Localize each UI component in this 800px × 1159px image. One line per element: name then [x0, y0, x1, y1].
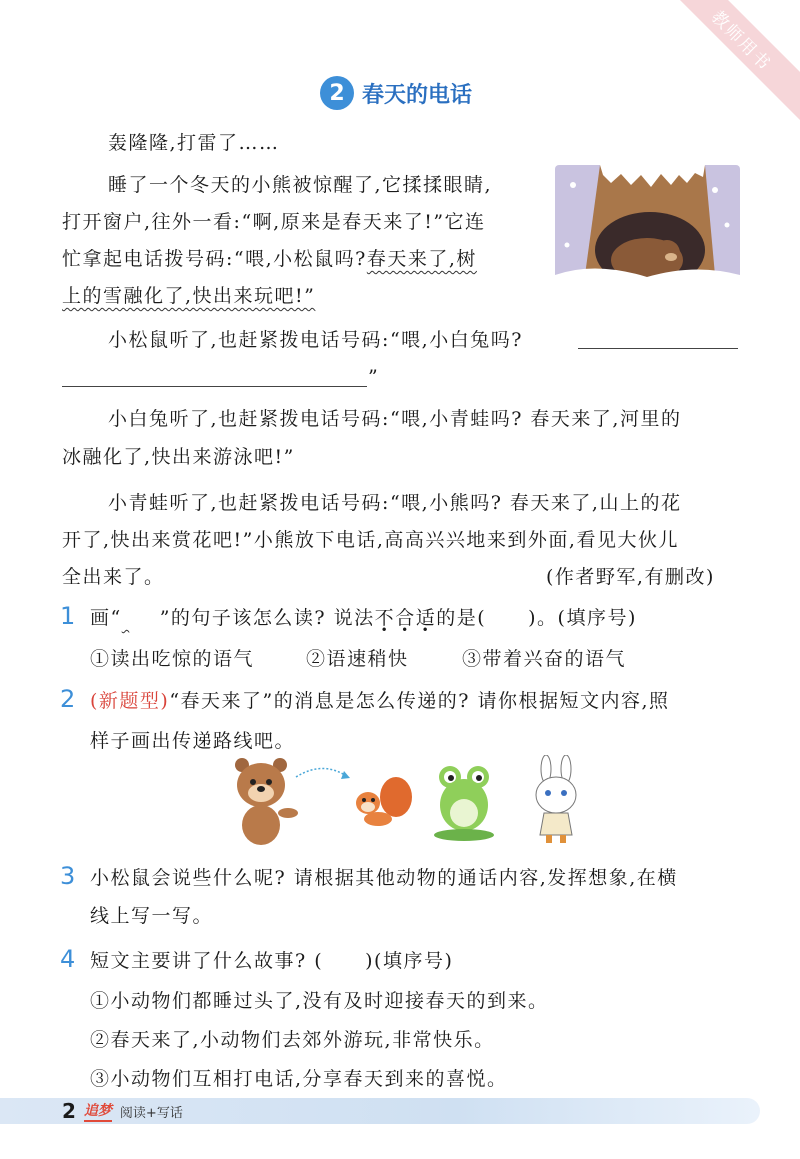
question-number: 2 — [60, 685, 76, 713]
page-number: 2 — [62, 1099, 76, 1123]
question-text: (新题型)“春天来了”的消息是怎么传递的? 请你根据短文内容,照 — [90, 690, 670, 712]
question-number: 1 — [60, 602, 76, 630]
option-item: ③小动物们互相打电话,分享春天到来的喜悦。 — [90, 1068, 508, 1090]
passage-line: 全出来了。 — [62, 566, 165, 588]
sleeping-bear-illustration — [555, 165, 740, 295]
wavy-underlined-sentence: 上的雪融化了,快出来玩吧!” — [62, 285, 316, 307]
frog-icon — [434, 766, 494, 841]
brand-logo: 追梦 — [84, 1100, 112, 1122]
passage-line: 小青蛙听了,也赶紧拨电话号码:“喂,小熊吗? 春天来了,山上的花 — [108, 492, 682, 514]
passage-line: 冰融化了,快出来游泳吧!” — [62, 446, 295, 468]
passage-text: 忙拿起电话拨号码:“喂,小松鼠吗? — [62, 248, 367, 270]
lesson-title-text: 春天的电话 — [362, 82, 473, 108]
animal-route-illustration — [228, 755, 598, 847]
question-text: 画“ ”的句子该怎么读? 说法不合适的是( )。(填序号) — [90, 607, 637, 629]
question-number: 4 — [60, 945, 76, 973]
wavy-underlined-sentence: 春天来了,树 — [366, 248, 477, 270]
passage-quote-end: ” — [368, 366, 380, 388]
option-item: ②春天来了,小动物们去郊外游玩,非常快乐。 — [90, 1029, 495, 1051]
passage-line — [62, 246, 477, 272]
option-item: ①读出吃惊的语气 — [90, 648, 255, 670]
wavy-line-sample — [122, 605, 160, 631]
bear-icon — [235, 758, 298, 845]
passage-line: 睡了一个冬天的小熊被惊醒了,它揉揉眼睛, — [108, 174, 493, 196]
emphasis-dot-char: 适 — [415, 607, 437, 629]
question-number: 3 — [60, 862, 76, 890]
series-label: 阅读+写话 — [119, 1105, 183, 1121]
option-item: ②语速稍快 — [306, 648, 409, 670]
rabbit-icon — [536, 755, 576, 843]
question-text: 小松鼠会说些什么呢? 请根据其他动物的通话内容,发挥想象,在横 — [90, 867, 678, 889]
question-text: 短文主要讲了什么故事? ( )(填序号) — [90, 950, 454, 972]
footer — [62, 1099, 183, 1123]
corner-stamp: 教师用书 — [650, 0, 800, 132]
passage-line: 轰隆隆,打雷了…… — [108, 132, 280, 154]
passage-line: 小松鼠听了,也赶紧拨电话号码:“喂,小白兔吗? — [108, 329, 523, 351]
option-item: ①小动物们都睡过头了,没有及时迎接春天的到来。 — [90, 990, 549, 1012]
lesson-title — [320, 76, 472, 110]
emphasis-dot-char: 不 — [374, 607, 396, 629]
squirrel-icon — [356, 777, 412, 826]
passage-source: (作者野军,有删改) — [546, 566, 715, 588]
question-text: 线上写一写。 — [90, 905, 214, 927]
option-item: ③带着兴奋的语气 — [462, 648, 627, 670]
passage-line: 打开窗户,往外一看:“啊,原来是春天来了!”它连 — [62, 211, 486, 233]
question-text: 样子画出传递路线吧。 — [90, 730, 296, 752]
new-question-tag: (新题型) — [90, 690, 170, 712]
emphasis-dot-char: 合 — [395, 607, 416, 629]
lesson-number-badge: 2 — [320, 76, 354, 110]
answer-blank-line — [578, 348, 738, 349]
answer-blank-line — [62, 386, 367, 387]
passage-line: 小白兔听了,也赶紧拨电话号码:“喂,小青蛙吗? 春天来了,河里的 — [108, 408, 682, 430]
passage-line: 开了,快出来赏花吧!”小熊放下电话,高高兴兴地来到外面,看见大伙儿 — [62, 529, 679, 551]
